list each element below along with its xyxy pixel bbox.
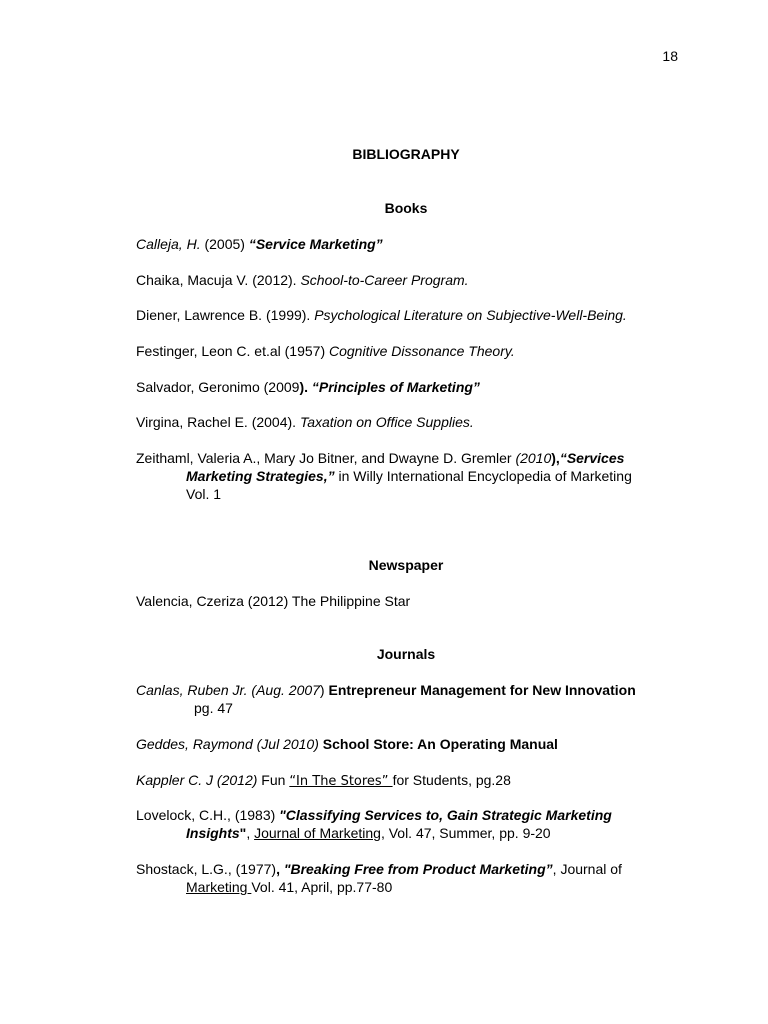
separator: ),: [551, 450, 560, 466]
volume-info: Vol. 41, April, pp.77-80: [251, 879, 393, 895]
author: Festinger, Leon C. et.al (1957): [136, 343, 329, 359]
separator: ,: [276, 861, 284, 877]
bibliography-entry: [136, 306, 681, 324]
author: Canlas, Ruben Jr. (Aug. 2007: [136, 682, 320, 698]
title: Taxation on Office Supplies.: [299, 414, 474, 430]
separator: ,: [246, 825, 255, 841]
entry-continuation: [136, 878, 681, 896]
title: Psychological Literature on Subjective-Well-Being.: [314, 307, 627, 323]
journal-name: Marketing: [186, 879, 252, 895]
bibliography-entry: [136, 342, 681, 360]
title-prefix: Fun: [261, 772, 290, 788]
bibliography-entry: [136, 860, 681, 896]
author: Kappler C. J (2012): [136, 772, 262, 788]
section-heading-books: Books: [384, 200, 428, 216]
title-continuation: Marketing Strategies,”: [186, 468, 335, 484]
author: Geddes, Raymond (Jul 2010): [136, 736, 323, 752]
page-ref: pg. 47: [194, 700, 233, 716]
entry-continuation: [136, 467, 681, 485]
entry-text: Valencia, Czeriza (2012) The Philippine Star: [136, 593, 411, 609]
year: (2005): [200, 236, 249, 252]
title: School Store: An Operating Manual: [322, 736, 558, 752]
bibliography-entry: [136, 449, 681, 503]
closing-quote: ": [239, 825, 247, 841]
page-number: 18: [662, 48, 678, 64]
author: Diener, Lawrence B. (1999).: [136, 307, 315, 323]
title: “Principles of Marketing”: [311, 379, 480, 395]
section-heading-journals: Journals: [376, 646, 436, 662]
author: Salvador, Geronimo (2009: [136, 379, 300, 395]
entry-continuation: [136, 824, 681, 842]
source: in Willy International Encyclopedia of Marketing: [334, 468, 632, 484]
title: “Service Marketing”: [248, 236, 383, 252]
author: Virgina, Rachel E. (2004).: [136, 414, 300, 430]
author: Zeithaml, Valeria A., Mary Jo Bitner, and Dwayne D. Gremler: [136, 450, 516, 466]
bibliography-entry: [136, 771, 681, 791]
bibliography-entry: [136, 378, 681, 396]
separator: ): [319, 682, 329, 698]
title: "Breaking Free from Product Marketing”: [283, 861, 553, 877]
bibliography-entry: [136, 735, 681, 753]
title-continuation: Insights: [186, 825, 240, 841]
bibliography-entry: [136, 592, 681, 610]
title: “Services: [559, 450, 625, 466]
author: Shostack, L.G., (1977): [136, 861, 277, 877]
title: "Classifying Services to, Gain Strategic Marketing: [279, 807, 612, 823]
title-link: “In The Stores”: [289, 774, 393, 789]
title: Cognitive Dissonance Theory.: [329, 343, 515, 359]
title-suffix: for Students, pg.28: [392, 772, 511, 788]
bibliography-entry: [136, 681, 681, 717]
year: (2010: [515, 450, 552, 466]
volume: Vol. 1: [186, 486, 222, 502]
separator: ).: [299, 379, 312, 395]
section-heading-newspaper: Newspaper: [368, 557, 444, 573]
bibliography-entry: [136, 235, 681, 253]
title: Entrepreneur Management for New Innovation: [328, 682, 636, 698]
author: Chaika, Macuja V. (2012).: [136, 272, 301, 288]
bibliography-entry: [136, 413, 681, 431]
source: , Journal of: [552, 861, 622, 877]
bibliography-entry: [136, 271, 681, 289]
title: School-to-Career Program.: [300, 272, 469, 288]
volume-info: , Vol. 47, Summer, pp. 9-20: [380, 825, 551, 841]
journal-name: Journal of Marketing: [254, 825, 381, 841]
bibliography-entry: [136, 806, 681, 842]
author: Calleja, H.: [136, 236, 201, 252]
page-title: BIBLIOGRAPHY: [352, 146, 460, 162]
author: Lovelock, C.H., (1983): [136, 807, 280, 823]
